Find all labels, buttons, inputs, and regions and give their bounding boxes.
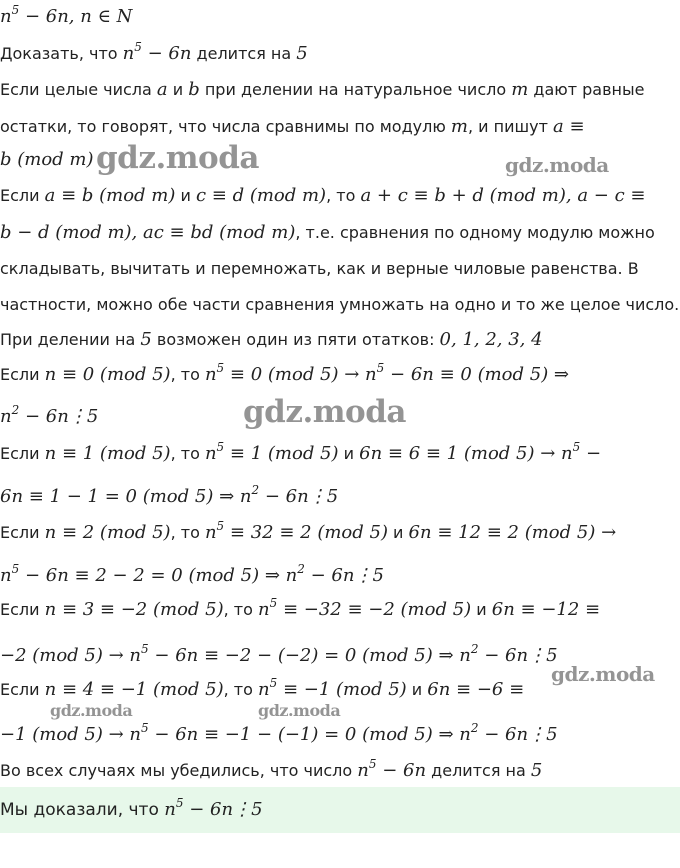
math-expression: − 6n, n ∈ N — [19, 6, 133, 27]
text-fragment: Если — [0, 680, 45, 699]
exponent: 5 — [175, 796, 184, 810]
text-line — [0, 220, 680, 246]
exponent: 2 — [297, 562, 305, 576]
math-expression: a ≡ b (mod m) — [44, 185, 176, 206]
text-line — [0, 758, 680, 784]
divisibility-symbol: ⋮5 — [68, 406, 99, 427]
math-expression: − 6n — [304, 565, 355, 586]
math-expression: m — [511, 79, 529, 100]
exponent: 5 — [216, 440, 225, 454]
text-fragment: делится на — [191, 44, 297, 63]
exponent: 5 — [376, 361, 385, 375]
divisibility-symbol: ⋮5 — [233, 799, 263, 820]
text-fragment: и — [175, 186, 196, 205]
text-fragment: Доказать, что — [0, 44, 123, 63]
text-fragment: , и пишут — [467, 117, 554, 136]
math-expression: − 6n — [141, 43, 192, 64]
math-expression: n — [258, 679, 270, 700]
exponent: 2 — [251, 483, 260, 497]
watermark: gdz.moda — [96, 140, 259, 176]
text-line — [0, 441, 680, 467]
math-expression: 6n ≡ 6 ≡ 1 (mod 5) → n — [359, 443, 573, 464]
watermark: gdz.moda — [258, 701, 341, 720]
text-fragment: при делении на натуральное число — [199, 80, 512, 99]
math-expression: m — [450, 116, 468, 137]
exponent: 5 — [141, 721, 149, 735]
math-expression: 5 — [530, 760, 543, 781]
math-expression: 0, 1, 2, 3, 4 — [439, 329, 543, 350]
exponent: 5 — [134, 40, 142, 54]
math-expression: n — [258, 599, 270, 620]
text-fragment: , то — [326, 186, 361, 205]
math-expression: n ≡ 2 (mod 5) — [44, 522, 171, 543]
text-fragment: возможен один из пяти отатков: — [151, 330, 440, 349]
text-line — [0, 520, 680, 546]
text-line — [0, 183, 680, 209]
text-fragment: , то — [223, 680, 258, 699]
exponent: 2 — [470, 642, 479, 656]
text-line — [0, 114, 680, 140]
math-expression: b — [188, 79, 200, 100]
text-fragment: делится на — [426, 761, 531, 780]
math-expression: n ≡ 1 (mod 5) — [44, 443, 171, 464]
math-expression: − 6n — [478, 645, 529, 666]
math-expression: n — [0, 6, 12, 27]
text-fragment: , то — [170, 444, 205, 463]
math-expression: n — [204, 364, 217, 385]
text-line — [0, 4, 680, 30]
exponent: 5 — [11, 562, 20, 576]
math-expression: − 6n ≡ 2 − 2 = 0 (mod 5) ⇒ n — [19, 565, 298, 586]
text-fragment: Мы доказали, что — [0, 800, 165, 820]
text-fragment: и — [406, 680, 428, 699]
text-fragment: Если — [0, 365, 45, 384]
math-expression: ≡ −32 ≡ −2 (mod 5) — [277, 599, 472, 620]
math-expression: a + c ≡ b + d (mod m), a − c ≡ — [360, 185, 646, 206]
text-fragment: остатки, то говорят, что числа сравнимы по модулю — [0, 117, 451, 136]
divisibility-symbol: ⋮5 — [354, 565, 384, 586]
math-expression: ≡ 1 (mod 5) — [224, 443, 339, 464]
exponent: 2 — [11, 403, 20, 417]
text-fragment: При делении на — [0, 330, 141, 349]
math-expression: −1 (mod 5) → n — [0, 724, 142, 745]
math-expression: 5 — [140, 329, 152, 350]
exponent: 5 — [216, 361, 225, 375]
math-expression: a — [156, 79, 168, 100]
text-line — [0, 77, 680, 103]
exponent: 5 — [368, 757, 377, 771]
text-fragment: Если — [0, 600, 45, 619]
math-expression: − 6n — [376, 760, 427, 781]
math-expression: n ≡ 3 ≡ −2 (mod 5) — [44, 599, 224, 620]
text-line — [0, 41, 680, 67]
exponent: 2 — [470, 721, 479, 735]
math-expression: n — [357, 760, 369, 781]
math-expression: 5 — [296, 43, 308, 64]
math-expression: n — [164, 799, 176, 820]
math-expression: − 6n — [19, 406, 69, 427]
math-expression: − 6n — [183, 799, 234, 820]
text-fragment: Если целые числа — [0, 80, 157, 99]
text-fragment: Во всех случаях мы убедились, что число — [0, 761, 358, 780]
math-expression: 6n ≡ 12 ≡ 2 (mod 5) → — [408, 522, 617, 543]
exponent: 5 — [269, 596, 278, 610]
math-expression: − — [580, 443, 602, 464]
math-expression: b − d (mod m), ac ≡ bd (mod m) — [0, 222, 296, 243]
math-expression: ≡ 0 (mod 5) → n — [224, 364, 377, 385]
text-fragment: частности, можно обе части сравнения умножать на одно и то же целое число. — [0, 295, 680, 314]
divisibility-symbol: ⋮5 — [528, 724, 558, 745]
text-line — [0, 484, 680, 510]
text-line — [0, 256, 680, 282]
divisibility-symbol: ⋮5 — [528, 645, 558, 666]
exponent: 5 — [216, 519, 225, 533]
text-line — [0, 597, 680, 623]
text-fragment: дают равные — [528, 80, 645, 99]
text-fragment: Если — [0, 186, 45, 205]
text-fragment: , то — [170, 523, 205, 542]
text-fragment: и — [338, 444, 360, 463]
exponent: 5 — [572, 440, 581, 454]
exponent: 5 — [11, 3, 20, 17]
math-expression: n — [0, 565, 12, 586]
watermark: gdz.moda — [551, 662, 655, 686]
exponent: 5 — [141, 642, 149, 656]
math-expression: b (mod m) — [0, 149, 94, 170]
math-expression: ≡ 32 ≡ 2 (mod 5) — [224, 522, 388, 543]
math-expression: n — [0, 406, 12, 427]
text-line — [0, 327, 680, 353]
text-line — [0, 292, 680, 318]
text-fragment: , то — [223, 600, 258, 619]
math-expression: c ≡ d (mod m) — [195, 185, 327, 206]
math-expression: 6n ≡ −6 ≡ — [427, 679, 525, 700]
math-expression: 6n ≡ −12 ≡ — [491, 599, 601, 620]
exponent: 5 — [269, 676, 278, 690]
answer-line — [0, 797, 680, 823]
watermark: gdz.moda — [505, 153, 609, 177]
math-expression: ≡ −1 (mod 5) — [277, 679, 407, 700]
watermark: gdz.moda — [243, 394, 406, 430]
text-fragment: и — [471, 600, 492, 619]
text-fragment: складывать, вычитать и перемножать, как и верные чиловые равенства. В — [0, 259, 639, 278]
math-expression: − 6n — [259, 486, 309, 507]
math-expression: a ≡ — [553, 116, 585, 137]
math-expression: n — [204, 522, 217, 543]
text-fragment: Если — [0, 523, 45, 542]
text-fragment: , т.е. сравнения по одному модулю можно — [295, 223, 655, 242]
text-line — [0, 362, 680, 388]
text-line — [0, 722, 680, 748]
math-expression: − 6n ≡ −2 − (−2) = 0 (mod 5) ⇒ n — [148, 645, 471, 666]
math-expression: n ≡ 0 (mod 5) — [44, 364, 171, 385]
divisibility-symbol: ⋮5 — [308, 486, 339, 507]
math-expression: − 6n — [478, 724, 529, 745]
text-fragment: и — [387, 523, 409, 542]
math-expression: 6n ≡ 1 − 1 = 0 (mod 5) ⇒ n — [0, 486, 252, 507]
math-expression: −2 (mod 5) → n — [0, 645, 142, 666]
math-expression: n — [122, 43, 135, 64]
math-expression: n — [204, 443, 217, 464]
math-expression: − 6n ≡ −1 − (−1) = 0 (mod 5) ⇒ n — [148, 724, 471, 745]
text-fragment: , то — [170, 365, 205, 384]
watermark: gdz.moda — [50, 701, 133, 720]
math-expression: − 6n ≡ 0 (mod 5) ⇒ — [384, 364, 570, 385]
math-expression: n ≡ 4 ≡ −1 (mod 5) — [44, 679, 224, 700]
text-line — [0, 563, 680, 589]
text-fragment: Если — [0, 444, 45, 463]
text-fragment: и — [167, 80, 189, 99]
